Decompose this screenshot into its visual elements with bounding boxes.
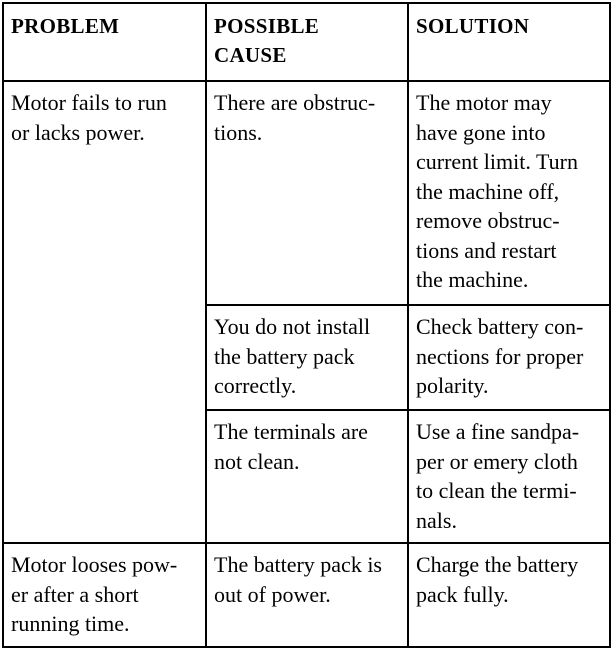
table-row <box>3 543 610 647</box>
header-solution: SOLUTION <box>408 3 610 81</box>
solution-cell: Charge the battery pack fully. <box>408 543 610 647</box>
problem-cell: Motor fails to run or lacks power. <box>3 81 206 543</box>
table-row <box>3 81 610 305</box>
table-header-row <box>3 3 610 81</box>
cause-cell: The battery pack is out of power. <box>206 543 408 647</box>
cause-cell: There are obstruc- tions. <box>206 81 408 305</box>
cause-cell: You do not install the battery pack correctly. <box>206 305 408 410</box>
solution-cell: Use a fine sandpa- per or emery cloth to clean the termi- nals. <box>408 410 610 543</box>
problem-cell: Motor looses pow- er after a short running time. <box>3 543 206 647</box>
troubleshooting-table <box>2 2 611 648</box>
header-problem: PROBLEM <box>3 3 206 81</box>
header-possible-cause: POSSIBLE CAUSE <box>206 3 408 81</box>
cause-cell: The terminals are not clean. <box>206 410 408 543</box>
solution-cell: The motor may have gone into current limit. Turn the machine off, remove obstruc- tions and restart the machine. <box>408 81 610 305</box>
solution-cell: Check battery con- nections for proper polarity. <box>408 305 610 410</box>
